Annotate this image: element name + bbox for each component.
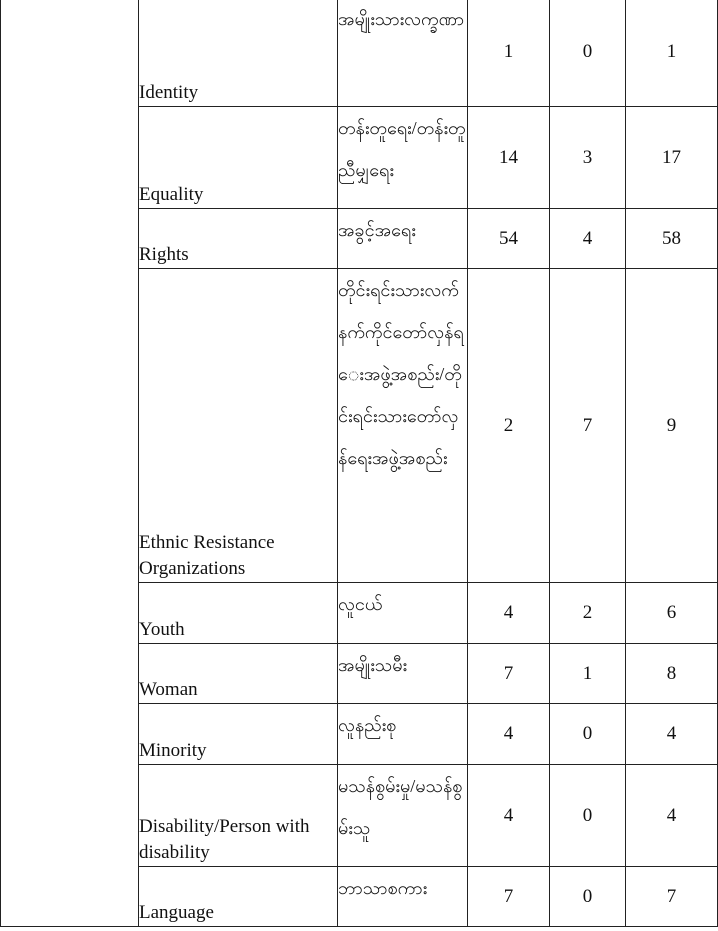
table-row — [1, 0, 718, 107]
count-col-1: 7 — [468, 644, 550, 704]
term-myanmar: ဘာသာစကား — [338, 867, 468, 927]
term-myanmar: တန်းတူရေး/တန်းတူညီမျှရေး — [338, 107, 468, 209]
term-english: Identity — [139, 0, 338, 107]
count-col-1: 7 — [468, 867, 550, 927]
count-col-2: 1 — [550, 644, 626, 704]
count-col-1: 1 — [468, 0, 550, 107]
count-col-3: 4 — [626, 765, 718, 867]
count-col-3: 58 — [626, 209, 718, 269]
term-english: Woman — [139, 644, 338, 704]
term-myanmar: လူနည်းစု — [338, 704, 468, 765]
count-col-2: 4 — [550, 209, 626, 269]
term-myanmar: အမျိုးသားလက္ခဏာ — [338, 0, 468, 107]
count-col-1: 54 — [468, 209, 550, 269]
count-col-3: 1 — [626, 0, 718, 107]
term-english: Disability/Person with disability — [139, 765, 338, 867]
count-col-3: 6 — [626, 583, 718, 644]
term-english: Rights — [139, 209, 338, 269]
term-english: Language — [139, 867, 338, 927]
term-myanmar: အမျိုးသမီး — [338, 644, 468, 704]
term-myanmar: လူငယ် — [338, 583, 468, 644]
count-col-3: 7 — [626, 867, 718, 927]
term-english: Equality — [139, 107, 338, 209]
term-myanmar: တိုင်းရင်းသားလက်နက်ကိုင်တော်လှန်ရေးအဖွဲ့အစည်း/တိုင်းရင်းသားတော်လှန်ရေးအဖွဲ့အစည်း — [338, 269, 468, 583]
count-col-1: 4 — [468, 765, 550, 867]
count-col-2: 0 — [550, 704, 626, 765]
count-col-1: 2 — [468, 269, 550, 583]
term-english: Ethnic Resistance Organizations — [139, 269, 338, 583]
term-english: Minority — [139, 704, 338, 765]
count-col-3: 17 — [626, 107, 718, 209]
count-col-3: 8 — [626, 644, 718, 704]
count-col-2: 7 — [550, 269, 626, 583]
count-col-2: 0 — [550, 0, 626, 107]
term-myanmar: မသန်စွမ်းမှု/မသန်စွမ်းသူ — [338, 765, 468, 867]
count-col-2: 0 — [550, 765, 626, 867]
term-english: Youth — [139, 583, 338, 644]
count-col-2: 3 — [550, 107, 626, 209]
count-col-2: 0 — [550, 867, 626, 927]
count-col-2: 2 — [550, 583, 626, 644]
term-myanmar: အခွင့်အရေး — [338, 209, 468, 269]
outer-left-column — [1, 0, 139, 927]
count-col-3: 9 — [626, 269, 718, 583]
count-col-1: 4 — [468, 704, 550, 765]
count-col-1: 14 — [468, 107, 550, 209]
count-col-3: 4 — [626, 704, 718, 765]
count-col-1: 4 — [468, 583, 550, 644]
